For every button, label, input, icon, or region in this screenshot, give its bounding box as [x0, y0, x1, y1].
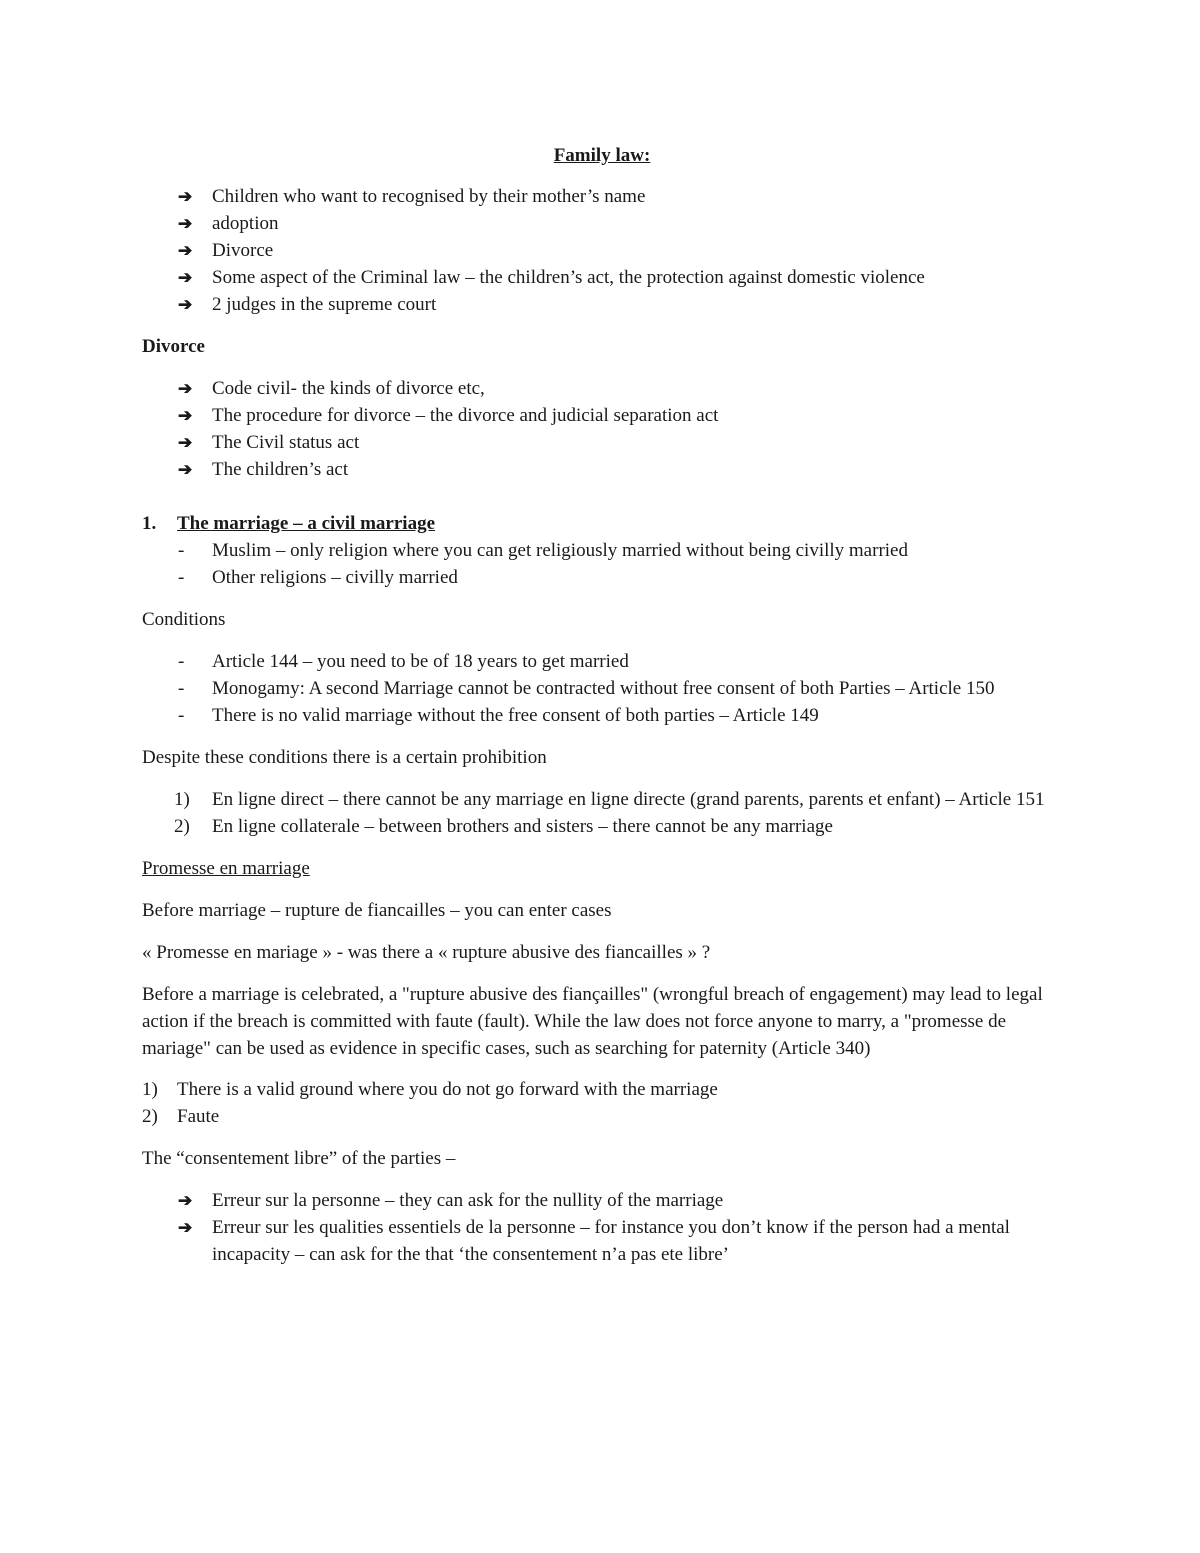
list-item: - Monogamy: A second Marriage cannot be contracted without free consent of both Parties – Article 150 [142, 675, 1062, 702]
list-item: - Muslim – only religion where you can get religiously married without being civilly married [142, 537, 1062, 564]
list-item: ➔ 2 judges in the supreme court [142, 291, 1062, 318]
arrow-icon: ➔ [178, 268, 193, 287]
arrow-icon: ➔ [178, 433, 193, 452]
promesse-paragraph: Before a marriage is celebrated, a "rupture abusive des fiançailles" (wrongful breach of engagement) may lead to legal action if the breach is committed with faute (fault). While the law does not force anyone to marry, a "promesse de mariage" can be used as evidence in specific cases, such as searching for paternity (Article 340) [142, 984, 1043, 1059]
list-item: - There is no valid marriage without the free consent of both parties – Article 149 [142, 702, 1062, 729]
arrow-icon: ➔ [178, 379, 193, 398]
dash-icon: - [178, 567, 185, 588]
list-item: ➔ The children’s act [142, 456, 1062, 483]
list-item: 1) En ligne direct – there cannot be any marriage en ligne directe (grand parents, parents et enfant) – Article 151 [142, 786, 1062, 813]
list-item: ➔ adoption [142, 210, 1062, 237]
consent-intro: The “consentement libre” of the parties – [142, 1148, 456, 1169]
list-item: ➔ Children who want to recognised by their mother’s name [142, 183, 1062, 210]
section-title: The marriage – a civil marriage [177, 513, 436, 534]
item-number: 2) [174, 816, 190, 837]
arrow-icon: ➔ [178, 1191, 193, 1210]
dash-icon: - [178, 651, 185, 672]
list-item: 2) En ligne collaterale – between brothers and sisters – there cannot be any marriage [142, 813, 1062, 840]
list-item: 2) Faute [142, 1103, 1062, 1130]
item-number: 2) [142, 1106, 158, 1127]
list-item: ➔ The procedure for divorce – the divorce and judicial separation act [142, 402, 1062, 429]
list-item: - Article 144 – you need to be of 18 years to get married [142, 648, 1062, 675]
list-item: ➔ The Civil status act [142, 429, 1062, 456]
promesse-question: « Promesse en mariage » - was there a « rupture abusive des fiancailles » ? [142, 942, 711, 963]
list-item: - Other religions – civilly married [142, 564, 1062, 591]
list-item: ➔ Erreur sur les qualities essentiels de la personne – for instance you don’t know if the person had a mental incapacity – can ask for the that ‘the consentement n’a pas ete libre’ [142, 1214, 1062, 1268]
conditions-heading: Conditions [142, 609, 226, 630]
item-number: 1) [174, 789, 190, 810]
section-heading [142, 510, 1062, 537]
divorce-list [142, 375, 1062, 483]
prohibition-list [142, 786, 1062, 840]
intro-list [142, 183, 1062, 318]
arrow-icon: ➔ [178, 295, 193, 314]
arrow-icon: ➔ [178, 214, 193, 233]
list-item: ➔ Erreur sur la personne – they can ask for the nullity of the marriage [142, 1187, 1062, 1214]
item-number: 1) [142, 1079, 158, 1100]
arrow-icon: ➔ [178, 1218, 193, 1237]
section-number: 1. [142, 513, 157, 534]
page-title: Family law: [553, 145, 651, 166]
list-item: 1) There is a valid ground where you do not go forward with the marriage [142, 1076, 1062, 1103]
arrow-icon: ➔ [178, 460, 193, 479]
consent-list [142, 1187, 1062, 1268]
dash-icon: - [178, 678, 185, 699]
section1-list [142, 537, 1062, 591]
list-item: ➔ Code civil- the kinds of divorce etc, [142, 375, 1062, 402]
arrow-icon: ➔ [178, 241, 193, 260]
arrow-icon: ➔ [178, 187, 193, 206]
document-page [142, 142, 1062, 1268]
before-marriage-text: Before marriage – rupture de fiancailles – you can enter cases [142, 900, 612, 921]
grounds-list [142, 1076, 1062, 1130]
dash-icon: - [178, 540, 185, 561]
prohibition-intro: Despite these conditions there is a certain prohibition [142, 747, 547, 768]
conditions-list [142, 648, 1062, 729]
dash-icon: - [178, 705, 185, 726]
arrow-icon: ➔ [178, 406, 193, 425]
list-item: ➔ Divorce [142, 237, 1062, 264]
promesse-heading: Promesse en marriage [142, 858, 310, 879]
divorce-heading: Divorce [142, 336, 205, 357]
list-item: ➔ Some aspect of the Criminal law – the children’s act, the protection against domestic violence [142, 264, 1062, 291]
